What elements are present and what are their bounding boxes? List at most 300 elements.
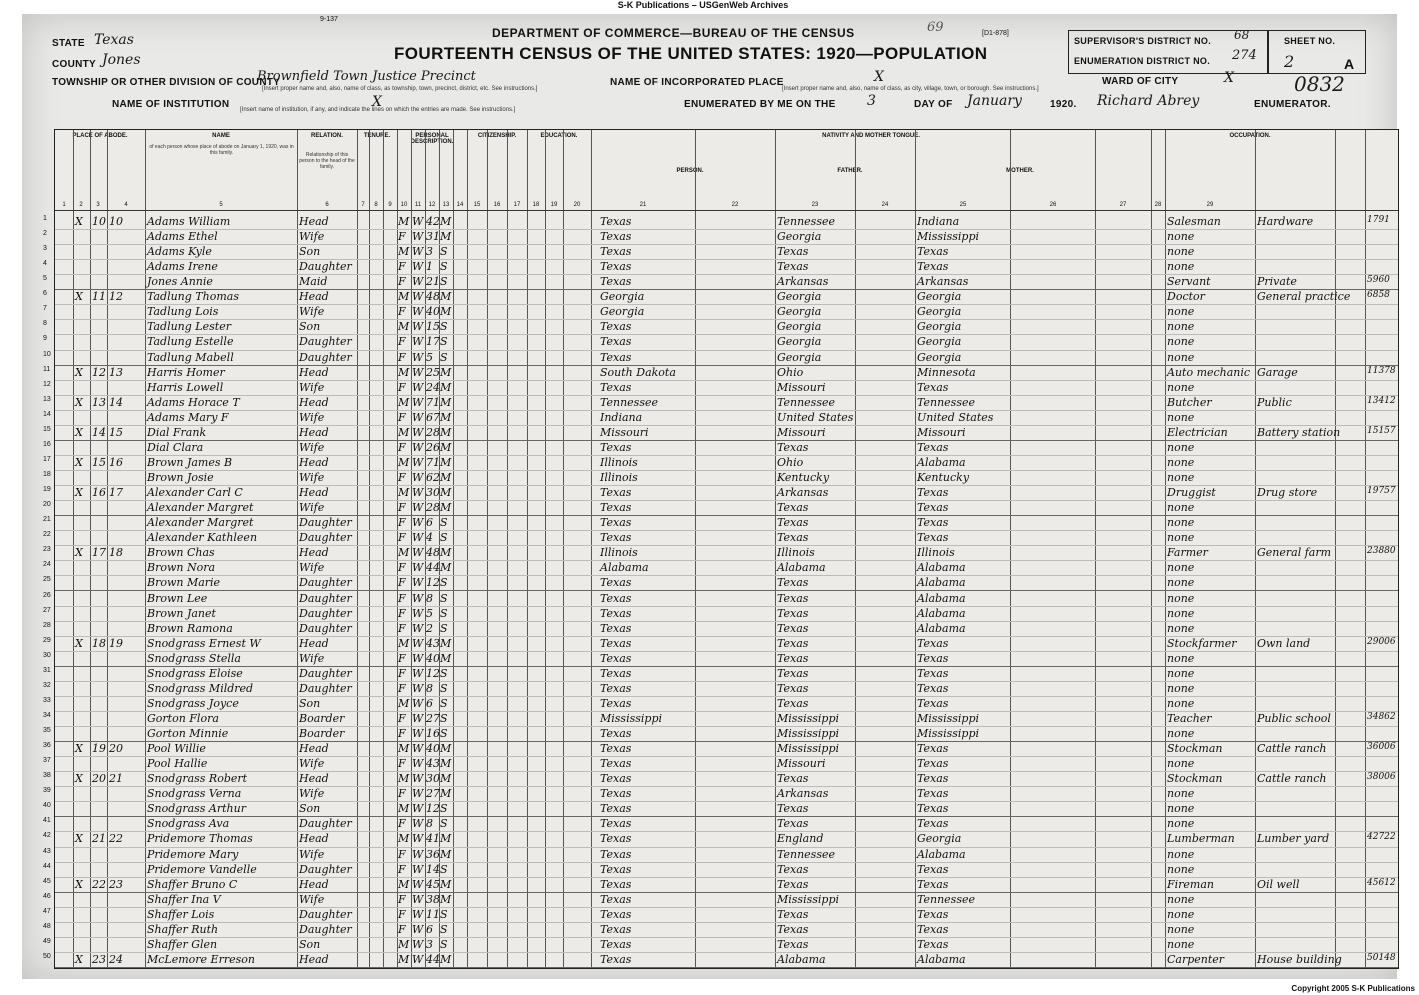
column-number: 6 xyxy=(325,202,329,208)
person-name: Gorton Minnie xyxy=(147,727,229,741)
row-number: 1 xyxy=(43,215,47,222)
enumerator-label: ENUMERATOR. xyxy=(1254,99,1331,110)
birthplace-father: Texas xyxy=(777,696,809,710)
dwelling-mark: X xyxy=(75,425,83,439)
birthplace-person: Illinois xyxy=(600,471,638,485)
relation: Maid xyxy=(299,275,328,289)
column-number: 25 xyxy=(959,202,967,208)
birthplace-mother: Georgia xyxy=(917,305,962,319)
race: W xyxy=(412,666,424,680)
house-number: 19 xyxy=(92,742,106,756)
marital-status: S xyxy=(440,802,448,816)
marital-status: M xyxy=(440,877,452,891)
birthplace-mother: Alabama xyxy=(917,591,966,605)
age: 31 xyxy=(426,230,440,244)
birthplace-father: Alabama xyxy=(777,561,826,575)
birthplace-mother: Texas xyxy=(917,817,949,831)
row-number: 22 xyxy=(43,531,51,539)
relation: Daughter xyxy=(299,260,352,274)
birthplace-father: Texas xyxy=(777,802,809,816)
birthplace-person: Texas xyxy=(600,245,632,259)
person-name: Snodgrass Verna xyxy=(147,787,242,801)
dwelling-mark: X xyxy=(75,832,83,846)
row-number: 17 xyxy=(43,455,51,463)
race: W xyxy=(412,561,424,575)
occupation: none xyxy=(1167,245,1195,259)
row-number: 42 xyxy=(43,832,51,840)
family-number: 18 xyxy=(109,546,123,560)
margin-number: 0832 xyxy=(1294,72,1345,96)
institution-value: X xyxy=(372,94,382,110)
sex: F xyxy=(398,380,406,394)
birthplace-mother: Illinois xyxy=(917,546,955,560)
occupation: none xyxy=(1167,892,1195,906)
occupation: none xyxy=(1167,455,1195,469)
column-number: 2 xyxy=(79,202,83,208)
table-row xyxy=(43,425,1398,441)
race: W xyxy=(412,892,424,906)
county-value: Jones xyxy=(102,52,141,68)
occupation: Electrician xyxy=(1167,425,1228,439)
relation: Wife xyxy=(299,230,325,244)
birthplace-person: Texas xyxy=(600,275,632,289)
age: 8 xyxy=(426,591,433,605)
birthplace-father: Tennessee xyxy=(777,215,835,228)
race: W xyxy=(412,335,424,349)
table-row xyxy=(43,696,1398,712)
marital-status: M xyxy=(440,561,452,575)
house-number: 18 xyxy=(92,636,106,650)
marital-status: S xyxy=(440,696,448,710)
birthplace-mother: Mississippi xyxy=(917,711,979,725)
person-name: Harris Homer xyxy=(147,365,225,379)
occupation: none xyxy=(1167,862,1195,876)
institution-label: NAME OF INSTITUTION xyxy=(112,99,230,110)
race: W xyxy=(412,727,424,741)
marital-status: S xyxy=(440,711,448,725)
row-number: 39 xyxy=(43,787,51,795)
occupation: none xyxy=(1167,380,1195,394)
group-name: NAME xyxy=(212,133,230,139)
sex: F xyxy=(398,230,406,244)
person-name: Pool Willie xyxy=(147,742,206,756)
race: W xyxy=(412,365,424,379)
race: W xyxy=(412,591,424,605)
birthplace-person: Missouri xyxy=(600,425,649,439)
column-number: 14 xyxy=(456,202,464,208)
house-number: 14 xyxy=(92,425,106,439)
marital-status: M xyxy=(440,636,452,650)
margin-code: 34862 xyxy=(1367,711,1396,722)
age: 12 xyxy=(426,802,440,816)
age: 48 xyxy=(426,546,440,560)
family-number: 15 xyxy=(109,425,123,439)
race: W xyxy=(412,952,424,966)
family-number: 17 xyxy=(109,486,123,500)
relation: Daughter xyxy=(299,576,352,590)
relation: Daughter xyxy=(299,922,352,936)
relation: Son xyxy=(299,245,321,259)
race: W xyxy=(412,681,424,695)
occupation: none xyxy=(1167,817,1195,831)
township-note: [Insert proper name and, also, name of class, as township, town, precinct, district, etc. See instructions.] xyxy=(262,86,538,92)
margin-code: 6858 xyxy=(1367,290,1390,301)
age: 26 xyxy=(426,440,440,454)
person-name: McLemore Erreson xyxy=(147,952,255,966)
birthplace-father: Tennessee xyxy=(777,395,835,409)
dwelling-mark: X xyxy=(75,877,83,891)
relation: Wife xyxy=(299,561,325,575)
race: W xyxy=(412,832,424,846)
column-number: 15 xyxy=(473,202,481,208)
sex: M xyxy=(398,877,410,891)
person-name: Adams Irene xyxy=(147,260,218,274)
birthplace-father: Texas xyxy=(777,591,809,605)
sex: M xyxy=(398,546,410,560)
occupation: Fireman xyxy=(1167,877,1214,891)
age: 40 xyxy=(426,651,440,665)
sex: F xyxy=(398,907,406,921)
marital-status: S xyxy=(440,907,448,921)
age: 8 xyxy=(426,681,433,695)
race: W xyxy=(412,606,424,620)
birthplace-person: Texas xyxy=(600,320,632,334)
family-number: 23 xyxy=(109,877,123,891)
occupation: none xyxy=(1167,591,1195,605)
group-relation: RELATION. xyxy=(311,133,343,139)
ward-value: X xyxy=(1224,70,1234,86)
birthplace-mother: Indiana xyxy=(917,215,960,228)
age: 28 xyxy=(426,501,440,515)
table-row xyxy=(43,741,1398,757)
table-row xyxy=(43,365,1398,381)
race: W xyxy=(412,922,424,936)
family-number: 16 xyxy=(109,455,123,469)
relation: Daughter xyxy=(299,681,352,695)
age: 16 xyxy=(426,727,440,741)
occupation: none xyxy=(1167,666,1195,680)
birthplace-father: Texas xyxy=(777,681,809,695)
column-number: 20 xyxy=(573,202,581,208)
age: 43 xyxy=(426,636,440,650)
table-row xyxy=(43,545,1398,561)
age: 3 xyxy=(426,245,433,259)
birthplace-father: Ohio xyxy=(777,455,804,469)
table-row xyxy=(43,259,1398,275)
row-number: 43 xyxy=(43,847,51,855)
table-row xyxy=(43,877,1398,893)
row-number: 37 xyxy=(43,757,51,765)
age: 44 xyxy=(426,952,440,966)
row-number: 14 xyxy=(43,410,51,418)
supervisor-value: 68 xyxy=(1234,28,1250,42)
row-number: 9 xyxy=(43,335,47,343)
age: 6 xyxy=(426,516,433,530)
sex: F xyxy=(398,922,406,936)
age: 28 xyxy=(426,425,440,439)
race: W xyxy=(412,260,424,274)
race: W xyxy=(412,772,424,786)
birthplace-mother: Alabama xyxy=(917,847,966,861)
birthplace-father: Texas xyxy=(777,937,809,951)
birthplace-mother: Texas xyxy=(917,516,949,530)
relation: Head xyxy=(299,772,329,786)
marital-status: M xyxy=(440,757,452,771)
birthplace-person: Georgia xyxy=(600,290,645,304)
relation: Wife xyxy=(299,380,325,394)
occupation: Salesman xyxy=(1167,215,1221,228)
marital-status: S xyxy=(440,606,448,620)
relation: Daughter xyxy=(299,335,352,349)
person-name: Snodgrass Ernest W xyxy=(147,636,261,650)
birthplace-father: Texas xyxy=(777,651,809,665)
marital-status: M xyxy=(440,651,452,665)
subgroup-mother: MOTHER. xyxy=(1006,168,1034,174)
age: 21 xyxy=(426,275,440,289)
industry: Cattle ranch xyxy=(1257,772,1327,786)
relation: Head xyxy=(299,290,329,304)
industry: Oil well xyxy=(1257,877,1300,891)
birthplace-person: Texas xyxy=(600,817,632,831)
birthplace-mother: Texas xyxy=(917,937,949,951)
row-number: 11 xyxy=(43,365,51,373)
enumerated-label: ENUMERATED BY ME ON THE xyxy=(684,99,836,110)
name-heading: of each person whose place of abode on January 1, 1920, was in this family. xyxy=(149,144,294,156)
person-name: Brown Josie xyxy=(147,471,214,485)
row-number: 36 xyxy=(43,742,51,750)
birthplace-mother: Arkansas xyxy=(917,275,969,289)
occupation: none xyxy=(1167,471,1195,485)
group-citizenship: CITIZENSHIP. xyxy=(477,133,517,139)
birthplace-person: Texas xyxy=(600,727,632,741)
row-number: 44 xyxy=(43,862,51,870)
race: W xyxy=(412,817,424,831)
table-row xyxy=(43,591,1398,607)
stamp-number: 69 xyxy=(927,20,944,35)
census-title: FOURTEENTH CENSUS OF THE UNITED STATES: 1920—POPULATION xyxy=(394,44,988,63)
race: W xyxy=(412,305,424,319)
row-number: 40 xyxy=(43,802,51,810)
race: W xyxy=(412,471,424,485)
birthplace-mother: Tennessee xyxy=(917,395,975,409)
birthplace-mother: Georgia xyxy=(917,335,962,349)
margin-code: 19757 xyxy=(1367,486,1396,497)
relation: Head xyxy=(299,832,329,846)
relation: Boarder xyxy=(299,727,345,741)
birthplace-mother: Texas xyxy=(917,260,949,274)
dwelling-mark: X xyxy=(75,636,83,650)
row-number: 26 xyxy=(43,591,51,599)
sex: F xyxy=(398,621,406,635)
age: 30 xyxy=(426,486,440,500)
relation: Wife xyxy=(299,847,325,861)
person-name: Tadlung Thomas xyxy=(147,290,239,304)
row-number: 35 xyxy=(43,727,51,735)
family-number: 19 xyxy=(109,636,123,650)
birthplace-mother: Texas xyxy=(917,802,949,816)
supervisor-label: SUPERVISOR'S DISTRICT NO. xyxy=(1074,36,1211,46)
row-number: 38 xyxy=(43,772,51,780)
column-number: 13 xyxy=(442,202,450,208)
row-number: 46 xyxy=(43,892,51,900)
industry: House building xyxy=(1257,952,1342,966)
occupation: none xyxy=(1167,922,1195,936)
row-number: 27 xyxy=(43,606,51,614)
race: W xyxy=(412,847,424,861)
age: 62 xyxy=(426,471,440,485)
row-number: 41 xyxy=(43,817,51,825)
row-number: 29 xyxy=(43,636,51,644)
person-name: Brown Marie xyxy=(147,576,221,590)
ward-label: WARD OF CITY xyxy=(1102,76,1179,87)
column-number: 16 xyxy=(493,202,501,208)
marital-status: S xyxy=(440,922,448,936)
table-row xyxy=(43,500,1398,516)
race: W xyxy=(412,787,424,801)
occupation: none xyxy=(1167,305,1195,319)
marital-status: S xyxy=(440,275,448,289)
institution-note: [Insert name of institution, if any, and indicate the lines on which the entries are made. See instructions.] xyxy=(240,107,516,113)
relation: Wife xyxy=(299,440,325,454)
age: 45 xyxy=(426,877,440,891)
sex: F xyxy=(398,305,406,319)
race: W xyxy=(412,230,424,244)
column-number: 17 xyxy=(513,202,521,208)
race: W xyxy=(412,455,424,469)
department-heading: DEPARTMENT OF COMMERCE—BUREAU OF THE CENSUS xyxy=(492,26,855,40)
table-row xyxy=(43,289,1398,305)
column-number: 7 xyxy=(361,202,365,208)
birthplace-father: Georgia xyxy=(777,350,822,364)
margin-code: 42722 xyxy=(1367,832,1396,843)
table-row xyxy=(43,410,1398,426)
row-number: 33 xyxy=(43,696,51,704)
marital-status: S xyxy=(440,516,448,530)
person-name: Dial Frank xyxy=(147,425,207,439)
industry: Drug store xyxy=(1257,486,1318,500)
table-row xyxy=(43,395,1398,411)
row-number: 34 xyxy=(43,711,51,719)
row-number: 5 xyxy=(43,275,47,283)
person-name: Alexander Carl C xyxy=(147,486,243,500)
birthplace-person: Texas xyxy=(600,832,632,846)
birthplace-father: Missouri xyxy=(777,380,826,394)
table-row xyxy=(43,470,1398,486)
birthplace-person: Texas xyxy=(600,531,632,545)
sex: M xyxy=(398,455,410,469)
birthplace-mother: Kentucky xyxy=(917,471,970,485)
birthplace-mother: Texas xyxy=(917,636,949,650)
birthplace-person: Texas xyxy=(600,335,632,349)
race: W xyxy=(412,320,424,334)
age: 15 xyxy=(426,320,440,334)
relation: Head xyxy=(299,742,329,756)
margin-code: 11378 xyxy=(1367,365,1396,376)
race: W xyxy=(412,757,424,771)
relation: Head xyxy=(299,486,329,500)
sex: F xyxy=(398,606,406,620)
occupation: none xyxy=(1167,757,1195,771)
column-number: 27 xyxy=(1119,202,1127,208)
marital-status: M xyxy=(440,455,452,469)
birthplace-father: Arkansas xyxy=(777,486,829,500)
birthplace-person: Texas xyxy=(600,681,632,695)
age: 24 xyxy=(426,380,440,394)
marital-status: M xyxy=(440,832,452,846)
marital-status: S xyxy=(440,621,448,635)
occupation: Druggist xyxy=(1167,486,1216,500)
marital-status: M xyxy=(440,305,452,319)
table-row xyxy=(43,575,1398,591)
relation: Daughter xyxy=(299,531,352,545)
column-number: 9 xyxy=(388,202,392,208)
birthplace-father: Mississippi xyxy=(777,727,839,741)
marital-status: M xyxy=(440,440,452,454)
birthplace-mother: Texas xyxy=(917,757,949,771)
birthplace-father: Texas xyxy=(777,440,809,454)
column-number: 28 xyxy=(1154,202,1162,208)
row-number: 45 xyxy=(43,877,51,885)
row-number: 49 xyxy=(43,937,51,945)
birthplace-person: Texas xyxy=(600,862,632,876)
marital-status: S xyxy=(440,681,448,695)
birthplace-mother: Texas xyxy=(917,922,949,936)
birthplace-person: Georgia xyxy=(600,305,645,319)
margin-code: 38006 xyxy=(1367,772,1396,783)
birthplace-mother: Georgia xyxy=(917,320,962,334)
birthplace-father: Mississippi xyxy=(777,742,839,756)
person-name: Pridemore Vandelle xyxy=(147,862,257,876)
race: W xyxy=(412,546,424,560)
sex: F xyxy=(398,847,406,861)
state-value: Texas xyxy=(94,32,134,48)
age: 71 xyxy=(426,395,440,409)
birthplace-father: Georgia xyxy=(777,230,822,244)
dwelling-mark: X xyxy=(75,952,83,966)
table-row xyxy=(43,304,1398,320)
age: 11 xyxy=(426,907,440,921)
row-number: 24 xyxy=(43,561,51,569)
birthplace-person: Texas xyxy=(600,380,632,394)
birthplace-father: Mississippi xyxy=(777,711,839,725)
birthplace-father: Georgia xyxy=(777,335,822,349)
family-number: 24 xyxy=(109,952,123,966)
age: 27 xyxy=(426,711,440,725)
sex: F xyxy=(398,335,406,349)
sex: M xyxy=(398,320,410,334)
table-row xyxy=(43,530,1398,546)
birthplace-mother: Texas xyxy=(917,666,949,680)
table-row xyxy=(43,440,1398,456)
enumerator-name: Richard Abrey xyxy=(1097,93,1200,109)
age: 14 xyxy=(426,862,440,876)
age: 6 xyxy=(426,922,433,936)
margin-code: 29006 xyxy=(1367,636,1396,647)
occupation: Farmer xyxy=(1167,546,1208,560)
birthplace-father: Georgia xyxy=(777,290,822,304)
occupation: none xyxy=(1167,230,1195,244)
row-number: 12 xyxy=(43,380,51,388)
row-number: 15 xyxy=(43,425,51,433)
row-number: 3 xyxy=(43,245,47,253)
birthplace-mother: Texas xyxy=(917,877,949,891)
table-row xyxy=(43,319,1398,335)
birthplace-person: Texas xyxy=(600,772,632,786)
table-row xyxy=(43,485,1398,501)
occupation: none xyxy=(1167,727,1195,741)
sex: F xyxy=(398,350,406,364)
birthplace-mother: Texas xyxy=(917,862,949,876)
